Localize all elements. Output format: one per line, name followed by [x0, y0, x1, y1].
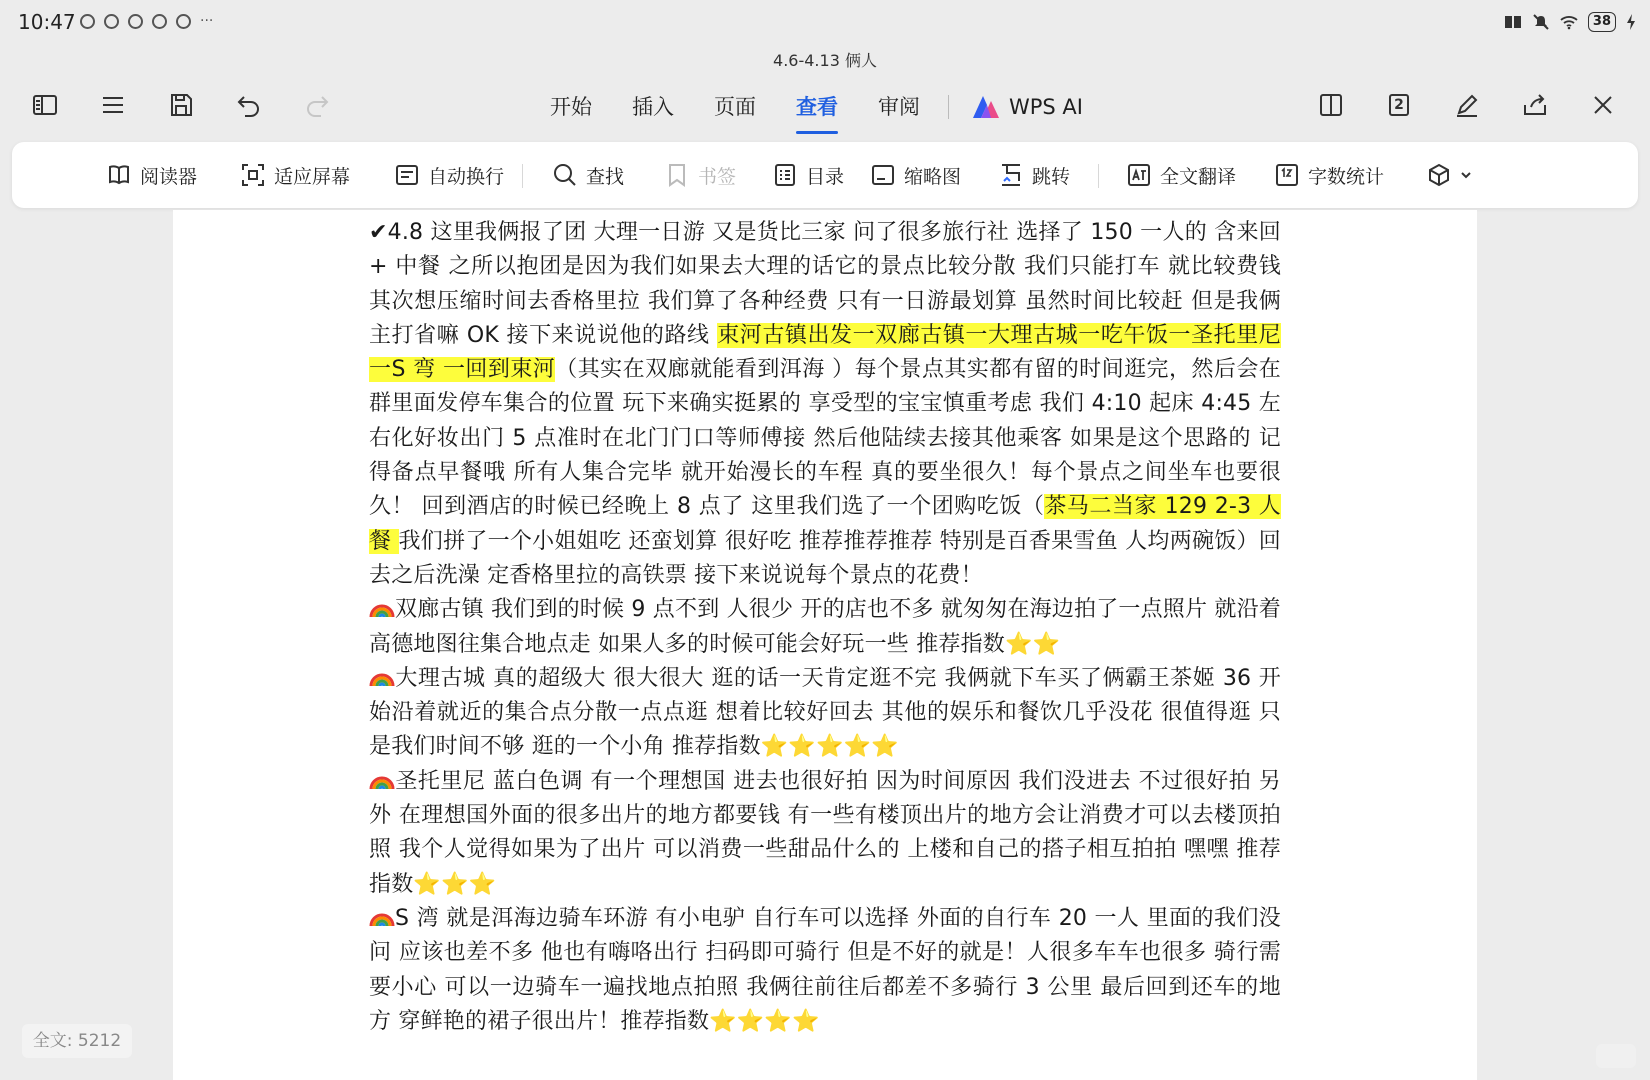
thumbnail-button[interactable]	[870, 142, 961, 208]
main-toolbar	[0, 80, 1650, 130]
translate-label: 全文翻译	[1160, 165, 1237, 188]
toc-icon	[772, 162, 798, 188]
bookmark-icon	[664, 162, 690, 188]
paragraph	[369, 593, 1281, 662]
star-rating: ⭐⭐⭐	[413, 871, 497, 897]
rainbow-icon	[369, 666, 395, 688]
pen-icon	[1453, 91, 1481, 119]
jump-icon	[998, 162, 1024, 188]
highlighted-route: 束河古镇出发一双廊古镇一大理古城一吃午饭一圣托里尼一S 弯 一回到束河	[369, 322, 1281, 383]
reader-mode-icon	[1504, 14, 1522, 30]
redo-icon	[303, 91, 331, 119]
paragraph-text: （其实在双廊就能看到洱海 ）每个景点其实都有留的时间逛完，然后会在群里面发停车集合的位置 玩下来确实挺累的 享受型的宝宝慎重考虑 我们 4:10 起床 4:45 左右化好妆出门 5 点准时在北门门口等师傅接 然后他陆续去接其他乘客 如果是这个思路的 记得备点早餐哦 所有人集合完毕 就开始漫长的车程 真的要坐很久！每个景点之间坐车也要很久！ 回到酒店的时候已经晚上 8 点了 这里我们选了一个团购吃饭（	[369, 357, 1281, 520]
star-rating: ⭐⭐	[1005, 631, 1061, 657]
star-rating: ⭐⭐⭐⭐⭐	[760, 734, 899, 760]
save-button[interactable]	[164, 88, 198, 122]
wps-ai-label: WPS AI	[1009, 95, 1083, 119]
charging-icon	[1626, 14, 1636, 30]
paragraph-text: 双廊古镇 我们到的时候 9 点不到 人很少 开的店也不多 就匆匆在海边拍了一点照片 就沿着高德地图往集合地点走 如果人多的时候可能会好玩一些 推荐指数	[369, 597, 1281, 657]
find-button[interactable]	[552, 142, 624, 208]
notification-icons	[80, 14, 213, 29]
fit-screen-label: 适应屏幕	[274, 165, 351, 188]
paragraph	[369, 765, 1281, 902]
wps-ai-logo-icon	[971, 94, 1001, 120]
floating-button[interactable]	[1596, 1044, 1636, 1068]
split-view-button[interactable]	[1314, 88, 1348, 122]
notification-icon	[152, 14, 167, 29]
ribbon-separator	[1098, 164, 1099, 188]
more-tools-dropdown[interactable]	[1426, 142, 1472, 208]
star-rating: ⭐⭐⭐⭐	[709, 1008, 820, 1034]
bookmark-label: 书签	[698, 165, 737, 188]
translate-icon	[1126, 162, 1152, 188]
reader-label: 阅读器	[140, 165, 198, 188]
document-body[interactable]	[369, 216, 1281, 1039]
battery-indicator: 38	[1588, 12, 1616, 32]
close-icon	[1589, 91, 1617, 119]
annotate-button[interactable]	[1450, 88, 1484, 122]
status-icons	[1504, 12, 1636, 32]
jump-button[interactable]	[998, 142, 1070, 208]
ribbon-separator	[522, 164, 523, 188]
undo-button[interactable]	[232, 88, 266, 122]
wifi-icon	[1560, 14, 1578, 30]
tab-review[interactable]: 审阅	[878, 95, 920, 119]
paragraph	[369, 902, 1281, 1039]
share-icon	[1521, 91, 1549, 119]
paragraph	[369, 662, 1281, 765]
notification-icon	[104, 14, 119, 29]
paragraph-text: 圣托里尼 蓝白色调 有一个理想国 进去也很好拍 因为时间原因 我们没进去 不过很好拍 另外 在理想国外面的很多出片的地方都要钱 有一些有楼顶出片的地方会让消费才可以去楼顶拍照 我个人觉得如果为了出片 可以消费一些甜品什么的 上楼和自己的搭子相互拍拍 嘿嘿 推荐指数	[369, 768, 1281, 897]
notification-icon	[128, 14, 143, 29]
auto-wrap-label: 自动换行	[428, 165, 505, 188]
highlighted-restaurant: 茶马二当家 129 2-3 人餐	[369, 494, 1281, 554]
jump-label: 跳转	[1032, 165, 1071, 188]
page-count-button[interactable]	[1382, 88, 1416, 122]
auto-wrap-button[interactable]	[394, 142, 504, 208]
notification-icon	[176, 14, 191, 29]
mute-icon	[1532, 14, 1550, 30]
save-icon	[167, 91, 195, 119]
more-notifications-icon: ···	[200, 13, 214, 29]
document-title[interactable]: 4.6-4.13 俩人	[773, 51, 877, 70]
sidebar-toggle-button[interactable]	[28, 88, 62, 122]
status-bar	[0, 0, 1650, 44]
tab-page[interactable]: 页面	[714, 95, 756, 119]
tab-view[interactable]: 查看	[776, 90, 858, 124]
share-button[interactable]	[1518, 88, 1552, 122]
word-count-badge[interactable]: 全文: 5212	[22, 1024, 132, 1058]
fit-screen-icon	[240, 162, 266, 188]
word-stats-label: 字数统计	[1308, 165, 1385, 188]
thumbnail-label: 缩略图	[904, 165, 962, 188]
rainbow-icon	[369, 597, 395, 619]
paragraph	[369, 216, 1281, 593]
notification-icon	[80, 14, 95, 29]
chevron-down-icon	[1460, 169, 1472, 181]
menu-icon	[99, 91, 127, 119]
bookmark-button[interactable]	[664, 142, 736, 208]
paragraph-text: ✔4.8 这里我俩报了团 大理一日游 又是货比三家 问了很多旅行社 选择了 150 一人的 含来回 + 中餐 之所以抱团是因为我们如果去大理的话它的景点比较分散 我们只能打车 就比较费钱 其次想压缩时间去香格里拉 我们算了各种经费 只有一日游最划算 虽然时间比较赶 但是我俩主打省嘛 OK 接下来说说他的路线	[369, 220, 1281, 348]
search-icon	[552, 162, 578, 188]
sidebar-icon	[31, 91, 59, 119]
toc-button[interactable]	[772, 142, 844, 208]
paragraph-text: S 湾 就是洱海边骑车环游 有小电驴 自行车可以选择 外面的自行车 20 一人 里面的我们没问 应该也差不多 他也有嗨咯出行 扫码即可骑行 但是不好的就是！人很多车车也很多 骑行需要小心 可以一边骑车一遍找地点拍照 我俩往前往后都差不多骑行 3 公里 最后回到还车的地方 穿鲜艳的裙子很出片！推荐指数	[369, 905, 1281, 1034]
view-ribbon	[12, 142, 1638, 208]
book-icon	[106, 162, 132, 188]
redo-button[interactable]	[300, 88, 334, 122]
translate-button[interactable]	[1126, 142, 1236, 208]
toc-label: 目录	[806, 165, 845, 188]
nav-tabs	[530, 90, 1097, 124]
reader-button[interactable]	[106, 142, 197, 208]
rainbow-icon	[369, 906, 395, 928]
tab-insert[interactable]: 插入	[632, 95, 674, 119]
split-view-icon	[1317, 91, 1345, 119]
status-time: 10:47	[18, 10, 76, 34]
page-count-badge: 2	[1394, 97, 1404, 113]
wps-ai-button[interactable]	[957, 94, 1097, 120]
cube-icon	[1426, 162, 1452, 188]
word-stats-button[interactable]	[1274, 142, 1384, 208]
undo-icon	[235, 91, 263, 119]
paragraph-text: 我们拼了一个小姐姐吃 还蛮划算 很好吃 推荐推荐推荐 特别是百香果雪鱼 人均两碗饭）回去之后洗澡 定香格里拉的高铁票 接下来说说每个景点的花费！	[369, 528, 1281, 588]
tab-divider	[948, 95, 949, 119]
menu-button[interactable]	[96, 88, 130, 122]
fit-screen-button[interactable]	[240, 142, 350, 208]
wrap-icon	[394, 162, 420, 188]
paragraph-text: 大理古城 真的超级大 很大很大 逛的话一天肯定逛不完 我俩就下车买了俩霸王茶姬 36 开始沿着就近的集合点分散一点点逛 想着比较好回去 其他的娱乐和餐饮几乎没花 很值得逛 只是我们时间不够 逛的一个小角 推荐指数	[369, 665, 1281, 760]
tab-start[interactable]: 开始	[550, 95, 592, 119]
find-label: 查找	[586, 165, 625, 188]
rainbow-icon	[369, 769, 395, 791]
thumbnail-icon	[870, 162, 896, 188]
document-page[interactable]	[173, 210, 1477, 1080]
word-stats-icon	[1274, 162, 1300, 188]
close-button[interactable]	[1586, 88, 1620, 122]
